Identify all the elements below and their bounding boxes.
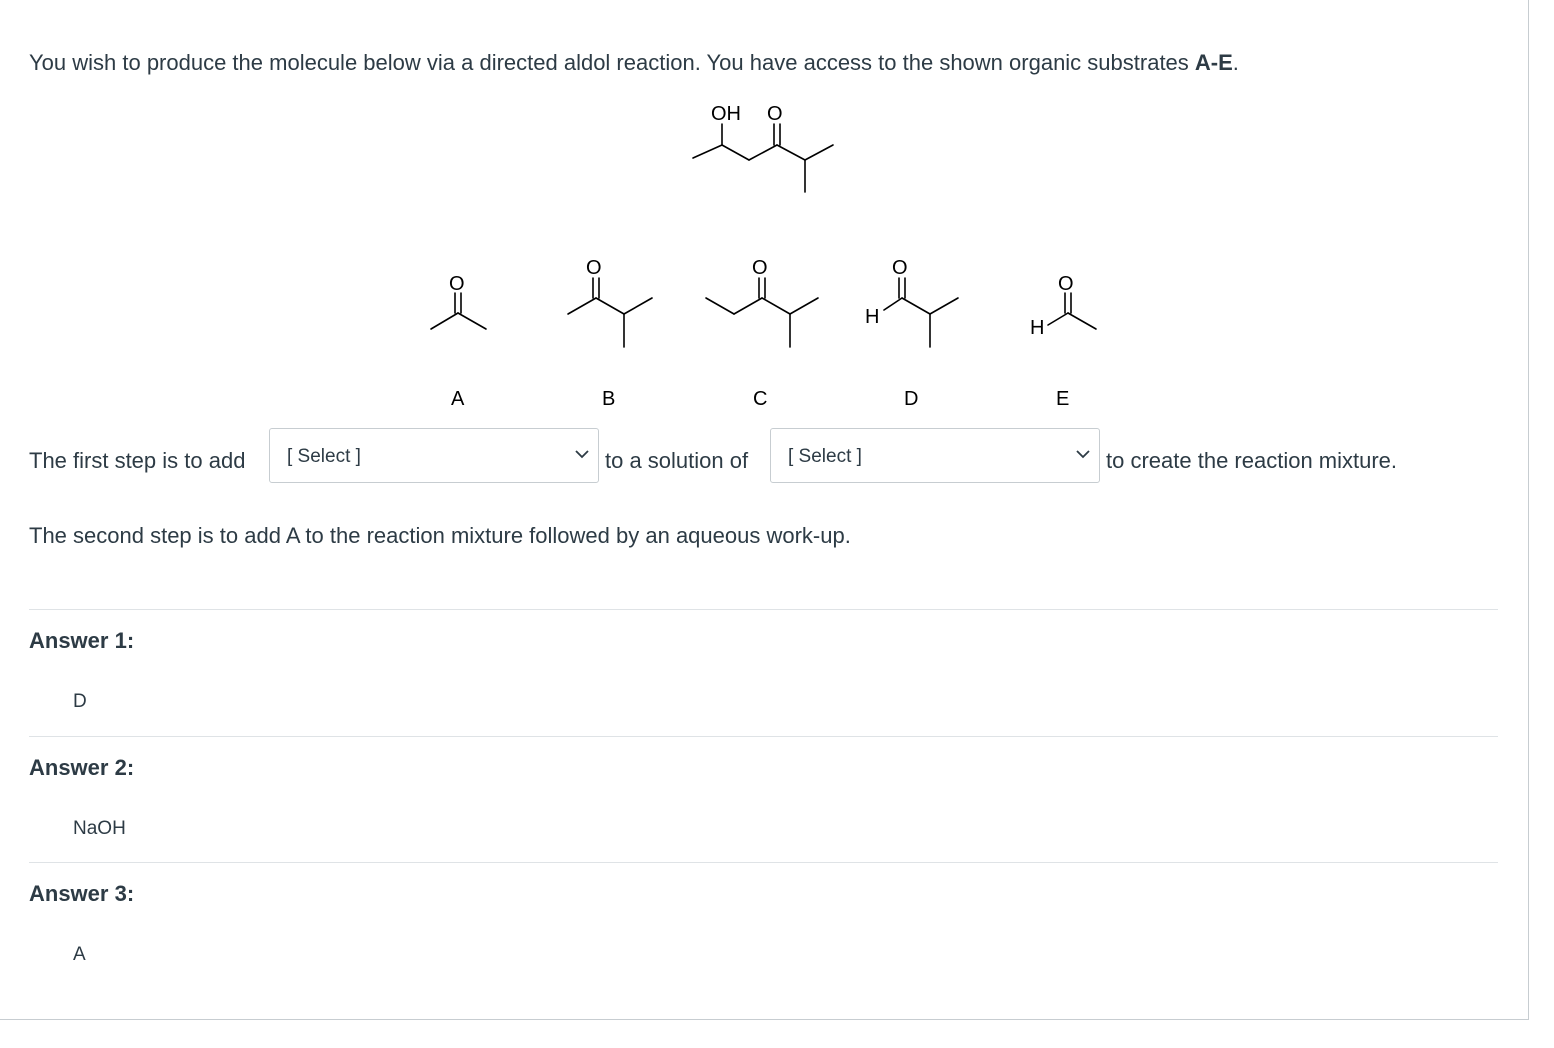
substrate-c-o-label: O — [752, 257, 768, 279]
answer-1-value: D — [73, 691, 87, 712]
divider — [29, 736, 1498, 737]
substrates-diagram — [0, 0, 1554, 420]
substrate-e-o-label: O — [1058, 273, 1074, 295]
substrate-d-h-label: H — [865, 306, 880, 328]
answer-2-label: Answer 2: — [29, 755, 135, 780]
substrate-a-letter: A — [451, 388, 465, 410]
reagent-select-1[interactable] — [269, 428, 599, 483]
reagent-select-2[interactable] — [770, 428, 1100, 483]
step2-text: The second step is to add A to the reaction mixture followed by an aqueous work-up. — [29, 523, 851, 548]
substrate-e-h-label: H — [1030, 317, 1045, 339]
substrate-d-o-label: O — [892, 257, 908, 279]
substrate-range: A-E — [1194, 50, 1233, 75]
step1-row — [0, 428, 1528, 486]
divider — [29, 609, 1498, 610]
answer-1-label: Answer 1: — [29, 628, 135, 653]
question-intro: You wish to produce the molecule below via a directed aldol reaction. You have access to the shown organic substrates A-E. — [29, 50, 1239, 75]
substrate-d-letter: D — [904, 388, 919, 410]
substrate-e-structure — [1030, 273, 1096, 339]
answer-2-value: NaOH — [73, 818, 126, 839]
select-1-value: [ Select ] — [287, 446, 361, 467]
divider — [29, 862, 1498, 863]
chevron-down-icon — [574, 448, 590, 460]
answer-3-label: Answer 3: — [29, 881, 135, 906]
target-o-label: O — [767, 103, 783, 125]
substrate-e-letter: E — [1056, 388, 1070, 410]
target-oh-label: OH — [711, 103, 741, 125]
step1-text-after: to create the reaction mixture. — [1106, 448, 1398, 473]
substrate-b-letter: B — [602, 388, 616, 410]
substrate-b-o-label: O — [586, 257, 602, 279]
step1-text-middle: to a solution of — [605, 448, 749, 473]
answer-3-value: A — [73, 944, 86, 965]
select-2-value: [ Select ] — [788, 446, 862, 467]
substrate-c-structure — [706, 257, 818, 347]
substrate-c-letter: C — [753, 388, 768, 410]
substrate-a-o-label: O — [449, 273, 465, 295]
substrate-b-structure — [568, 257, 652, 347]
substrate-d-structure — [865, 257, 958, 347]
chevron-down-icon — [1075, 448, 1091, 460]
step1-text-before: The first step is to add — [29, 448, 246, 473]
substrate-a-structure — [431, 273, 486, 329]
